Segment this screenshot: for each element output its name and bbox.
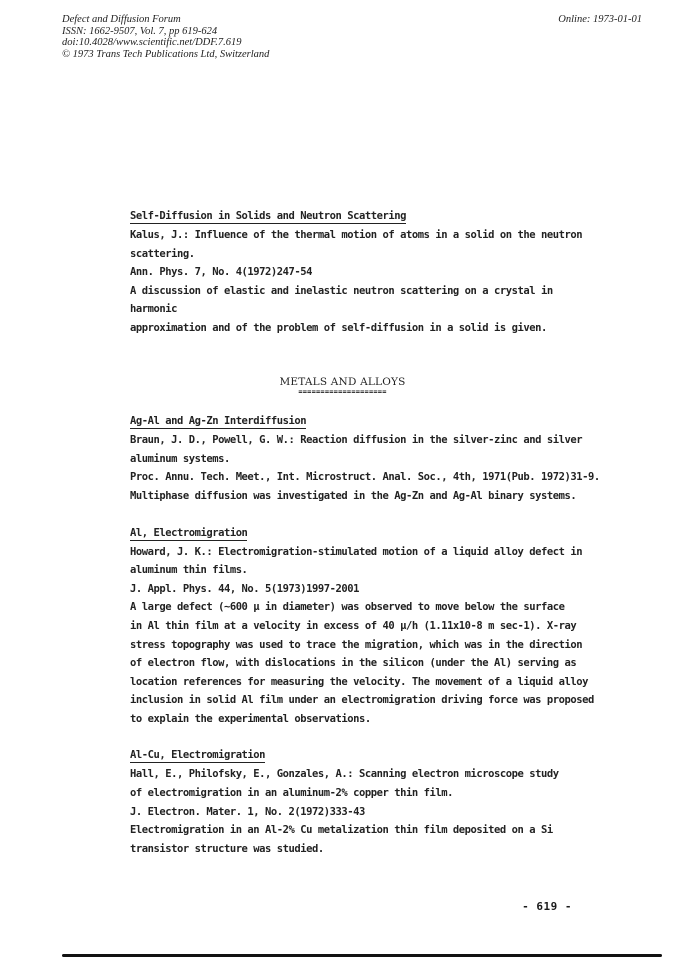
entry-line: transistor structure was studied. (130, 842, 324, 855)
entry-line: to explain the experimental observations. (130, 712, 371, 725)
entry-line: Braun, J. D., Powell, G. W.: Reaction diffusion in the silver-zinc and silver (130, 434, 583, 447)
entry-line: Ann. Phys. 7, No. 4(1972)247-54 (130, 266, 313, 279)
entry-line: aluminum thin films. (130, 564, 248, 577)
entry-line: A discussion of elastic and inelastic neutron scattering on a crystal in harmonic (130, 284, 553, 316)
entry-line: stress topography was used to trace the migration, which was in the direction (130, 638, 583, 651)
entry-self-diffusion (130, 207, 600, 338)
section-rule: ==================== (298, 388, 387, 397)
entry-line: A large defect (~600 μ in diameter) was observed to move below the surface (130, 601, 565, 614)
journal-header (62, 14, 642, 60)
online-date: Online: 1973-01-01 (558, 14, 642, 25)
entry-line: Multiphase diffusion was investigated in the Ag-Zn and Ag-Al binary systems. (130, 489, 577, 502)
journal-name: Defect and Diffusion Forum (62, 14, 181, 25)
section-heading (130, 373, 600, 396)
entry-line: inclusion in solid Al film under an electromigration driving force was proposed (130, 694, 594, 707)
entry-line: J. Electron. Mater. 1, No. 2(1972)333-43 (130, 805, 365, 818)
entry-line: scattering. (130, 247, 195, 260)
page-content (130, 207, 600, 858)
bottom-rule (62, 954, 662, 957)
entry-line: Howard, J. K.: Electromigration-stimulated motion of a liquid alloy defect in (130, 545, 583, 558)
entry-title: Ag-Al and Ag-Zn Interdiffusion (130, 415, 307, 428)
copyright-line: © 1973 Trans Tech Publications Ltd, Switzerland (62, 48, 270, 60)
entry-title: Al-Cu, Electromigration (130, 749, 266, 762)
entry-line: Kalus, J.: Influence of the thermal motion of atoms in a solid on the neutron (130, 229, 583, 241)
entry-title: Al, Electromigration (130, 526, 248, 539)
entry-line: J. Appl. Phys. 44, No. 5(1973)1997-2001 (130, 582, 359, 595)
entry-title: Self-Diffusion in Solids and Neutron Scattering (130, 210, 406, 222)
entry-al-electromigration (130, 524, 600, 729)
section-title: METALS AND ALLOYS (279, 375, 406, 388)
entry-al-cu-electromigration (130, 746, 600, 858)
entry-line: in Al thin film at a velocity in excess of 40 μ/h (1.11x10-8 m sec-1). X-ray (130, 619, 577, 632)
page-number: - 619 - (522, 900, 572, 913)
entry-line: approximation and of the problem of self-diffusion in a solid is given. (130, 321, 547, 334)
entry-line: Proc. Annu. Tech. Meet., Int. Microstruct. Anal. Soc., 4th, 1971(Pub. 1972)31-9. (130, 471, 600, 484)
entry-ag-al (130, 412, 600, 505)
issn-line: ISSN: 1662-9507, Vol. 7, pp 619-624 (62, 25, 218, 37)
entry-line: location references for measuring the velocity. The movement of a liquid alloy (130, 675, 588, 688)
doi-line: doi:10.4028/www.scientific.net/DDF.7.619 (62, 37, 242, 48)
entry-line: Electromigration in an Al-2% Cu metalization thin film deposited on a Si (130, 824, 553, 837)
entry-line: of electron flow, with dislocations in the silicon (under the Al) serving as (130, 657, 577, 670)
entry-line: aluminum systems. (130, 452, 230, 465)
entry-line: Hall, E., Philofsky, E., Gonzales, A.: Scanning electron microscope study (130, 768, 559, 781)
entry-line: of electromigration in an aluminum-2% copper thin film. (130, 787, 453, 800)
